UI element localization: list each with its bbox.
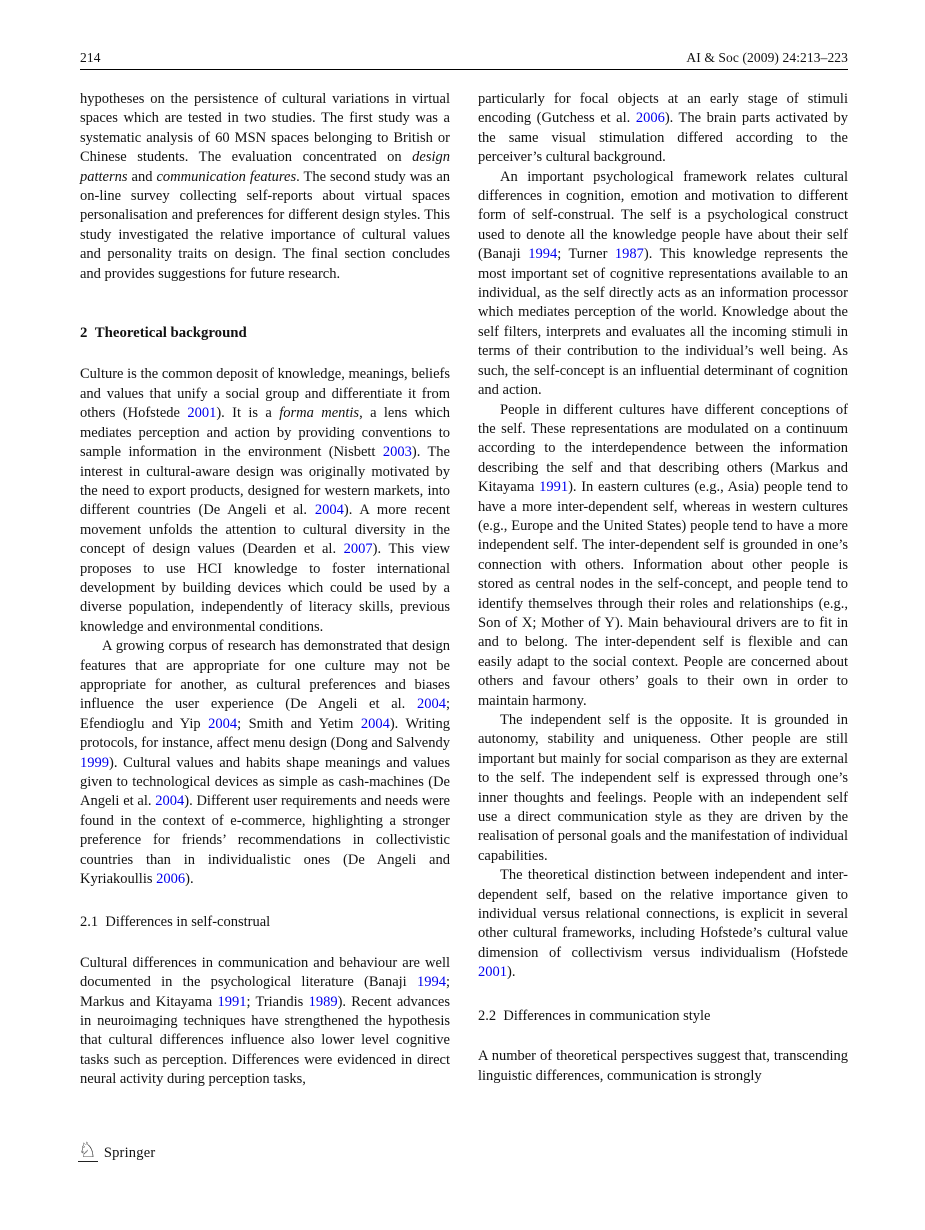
text-run: A growing corpus of research has demonstrated that design features that are appropriate for one culture may not be appropriate for another, as cultural preferences and biases influence the user experience (De Angeli et al. bbox=[80, 638, 450, 713]
citation-link[interactable]: 1991 bbox=[539, 479, 569, 496]
text-run: ). Cultural values and habits shape meanings and values given to technological devices as simple as cash-machines (De Angeli et al. bbox=[80, 754, 450, 810]
text-run: . The second study was an on-line survey collecting self-reports about virtual spaces personalisation and preferences for different design styles. This study investigated the relative importance of cultural values and personality traits on design. The final section concludes and provides suggestions for future research. bbox=[80, 168, 450, 282]
section-heading-2-2: 2.2 Differences in communication style bbox=[478, 1007, 711, 1024]
citation-link[interactable]: 1999 bbox=[80, 754, 109, 771]
italic-text: design patterns bbox=[80, 149, 450, 185]
text-run: ; Turner bbox=[557, 246, 615, 263]
text-run: ). In eastern cultures (e.g., Asia) people tend to have a more inter-dependent self, whereas in western cultures (e.g., Europe and the United States) people tend to have a more independent self. The inter-dependent self is grounded in one’s connection with others. Information about other people is stored as central nodes in the self-concept, and people tend to identify themselves through their roles and relationships (e.g., Son of X; Mother of Y). Main behavioural drivers are to fit in and to belong. The inter-dependent self is flexible and can easily adapt to the social context. People are concerned about others and favour others’ goals to their own in order to maintain harmony. bbox=[478, 479, 848, 709]
citation-link[interactable]: 2004 bbox=[360, 715, 390, 732]
paragraph bbox=[478, 866, 848, 982]
page-footer bbox=[78, 1140, 155, 1162]
journal-reference: AI & Soc (2009) 24:213–223 bbox=[686, 50, 848, 65]
text-run: ). The brain parts activated by the same visual stimulation differed according to the perceiver’s cultural background. bbox=[478, 110, 848, 166]
paragraph bbox=[478, 711, 848, 866]
citation-link[interactable]: 1991 bbox=[217, 993, 247, 1010]
italic-text: communication features bbox=[156, 168, 297, 185]
section-heading-2-1: 2.1 Differences in self-construal bbox=[80, 914, 271, 931]
text-run: ; Smith and Yetim bbox=[237, 715, 361, 732]
text-run: and bbox=[127, 168, 157, 185]
publisher-name: Springer bbox=[103, 1145, 156, 1161]
paragraph bbox=[80, 90, 450, 284]
paragraph bbox=[80, 954, 450, 1090]
text-run: An important psychological framework relates cultural differences in cognition, emotion and motivation to different form of self-construal. The self is a psychological construct used to denote all the knowledge people have about their self (Banaji bbox=[478, 168, 848, 263]
citation-link[interactable]: 2004 bbox=[155, 793, 185, 810]
text-run: The theoretical distinction between independent and inter-dependent self, based on the relative importance given to individual versus relational connections, is explicit in several other cultural frameworks, including Hofstede’s cultural value dimension of collectivism versus individualism (Hofstede bbox=[478, 867, 848, 961]
citation-link[interactable]: 2004 bbox=[416, 696, 446, 713]
paragraph bbox=[478, 401, 848, 712]
citation-link[interactable]: 2004 bbox=[208, 715, 238, 732]
citation-link[interactable]: 1994 bbox=[528, 246, 558, 263]
citation-link[interactable]: 2001 bbox=[187, 405, 217, 422]
italic-text: forma mentis bbox=[279, 405, 360, 422]
text-run: hypotheses on the persistence of cultural variations in virtual spaces which are tested in two studies. The first study was a systematic analysis of 60 MSN spaces belonging to British or Chinese students. The evaluation concentrated on bbox=[80, 91, 450, 166]
text-run: ). Different user requirements and needs were found in the context of e-commerce, highlighting a stronger preference for friends’ recommendations in collectivistic countries than in individualistic ones (De Angeli and Kyriakoullis bbox=[80, 793, 450, 888]
text-run: ). The interest in cultural-aware design was originally motivated by the need to export products, designed for western markets, into different countries (De Angeli et al. bbox=[80, 444, 450, 519]
text-run: particularly for focal objects at an early stage of stimuli encoding (Gutchess et al. bbox=[478, 91, 848, 127]
paragraph bbox=[80, 365, 450, 637]
text-run: ). It is a bbox=[216, 405, 280, 422]
springer-horse-knight-icon: ♘ bbox=[78, 1138, 97, 1162]
text-run: ; Triandis bbox=[246, 993, 309, 1010]
text-run: ; Efendioglu and Yip bbox=[80, 696, 450, 732]
text-run: , a lens which mediates perception and action by providing conventions to sample information in the environment (Nisbett bbox=[80, 405, 451, 461]
page-number: 214 bbox=[80, 50, 101, 65]
header-rule bbox=[80, 69, 848, 70]
citation-link[interactable]: 1989 bbox=[308, 993, 338, 1010]
text-run: ). Writing protocols, for instance, affect menu design (Dong and Salvendy bbox=[80, 715, 450, 752]
citation-link[interactable]: 2007 bbox=[343, 541, 373, 558]
citation-link[interactable]: 1987 bbox=[614, 246, 644, 263]
citation-link[interactable]: 2006 bbox=[635, 110, 665, 127]
text-run: A number of theoretical perspectives suggest that, transcending linguistic differences, communication is strongly bbox=[478, 1048, 848, 1084]
text-run: Culture is the common deposit of knowledge, meanings, beliefs and values that unify a social group and differentiate it from others (Hofstede bbox=[80, 366, 450, 422]
text-run: Cultural differences in communication and behaviour are well documented in the psychological literature (Banaji bbox=[80, 954, 450, 991]
text-run: ). bbox=[507, 964, 516, 981]
paragraph bbox=[478, 1047, 848, 1086]
citation-link[interactable]: 2006 bbox=[156, 871, 186, 888]
paragraph bbox=[80, 637, 450, 889]
paragraph bbox=[478, 168, 848, 401]
citation-link[interactable]: 2004 bbox=[314, 502, 344, 519]
article-body bbox=[80, 90, 848, 1090]
section-heading-2: 2 Theoretical background bbox=[80, 325, 247, 342]
citation-link[interactable]: 1994 bbox=[416, 974, 446, 991]
text-run: ). Recent advances in neuroimaging techniques have strengthened the hypothesis that cultural differences influence also lower level cognitive tasks such as perception. Differences were evidenced in direct neural activity during perception tasks, bbox=[80, 993, 450, 1088]
citation-link[interactable]: 2003 bbox=[382, 444, 412, 461]
text-run: The independent self is the opposite. It is grounded in autonomy, stability and uniqueness. Other people are still important but mainly for social comparison as they are external to the self. The independent self is expressed through one’s inner thoughts and feelings. People with an independent self use a direct communication style as they are driven by the realisation of personal goals and the manifestation of individual capabilities. bbox=[478, 712, 848, 864]
left-column bbox=[80, 90, 450, 1090]
citation-link[interactable]: 2001 bbox=[478, 964, 507, 981]
right-column bbox=[478, 90, 848, 1090]
text-run: ). This view proposes to use HCI knowledge to foster international development by building devices which could be used by a diverse population, independently of literacy skills, previous knowledge and environmental conditions. bbox=[80, 541, 451, 635]
text-run: ). This knowledge represents the most important set of cognitive representations available to an individual, as the self directly acts as an information processor which mediates perception of the world. Knowledge about the self filters, interprets and evaluates all the incoming stimuli in terms of their contribution to the individual’s well being. As such, the self-concept is an influential determinant of cognition and action. bbox=[478, 246, 848, 399]
text-run: ; Markus and Kitayama bbox=[80, 974, 450, 1010]
text-run: ). A more recent movement unfolds the attention to cultural diversity in the concept of design values (Dearden et al. bbox=[80, 502, 450, 558]
text-run: People in different cultures have different conceptions of the self. These representations are modulated on a continuum according to the interdependence between the information describing the self and that describing others (Markus and Kitayama bbox=[478, 401, 848, 496]
paragraph bbox=[478, 90, 848, 168]
text-run: ). bbox=[185, 871, 194, 888]
page-header bbox=[80, 50, 848, 66]
